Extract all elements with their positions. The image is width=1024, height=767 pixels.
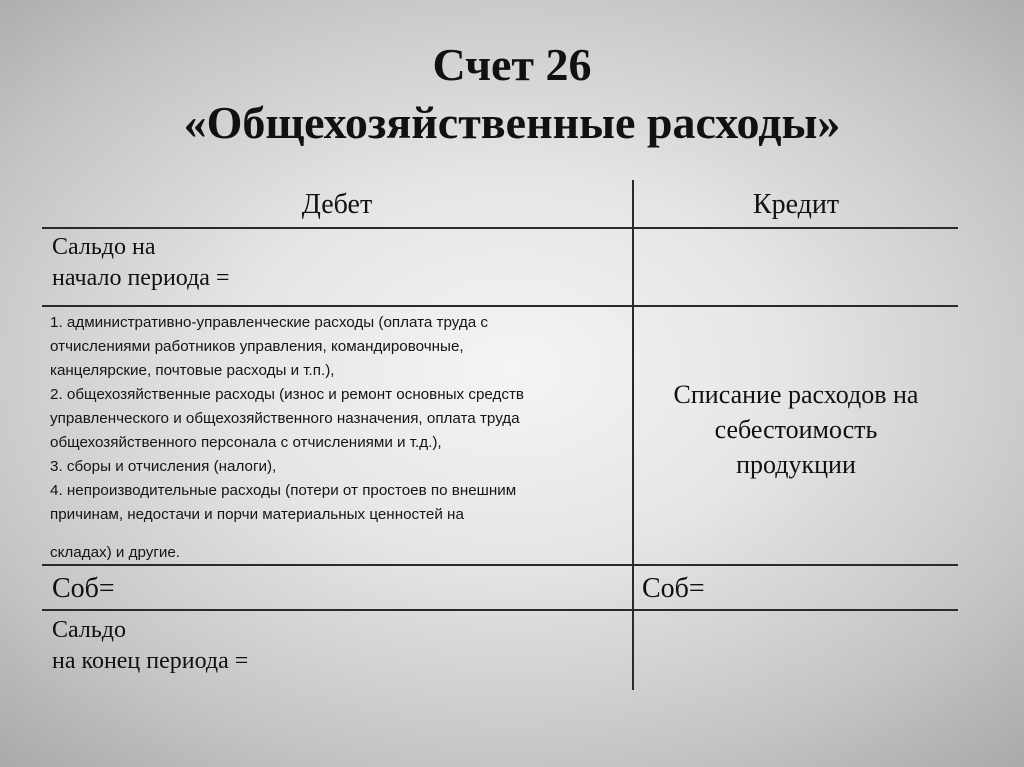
debit-item-line: 4. непроизводительные расходы (потери от простоев по внешним: [50, 482, 517, 499]
closing-balance-line-1: Сальдо: [52, 617, 127, 643]
debit-item-line: 1. административно-управленческие расходы (оплата труда с: [50, 314, 488, 331]
header-divider: [42, 227, 958, 229]
debit-item-line: канцелярские, почтовые расходы и т.п.),: [50, 362, 335, 379]
opening-balance-divider: [42, 305, 958, 307]
title-line-name: «Общехозяйственные расходы»: [183, 97, 841, 148]
debit-item-line: отчислениями работников управления, командировочные,: [50, 338, 464, 355]
debit-item-line: причинам, недостачи и порчи материальных ценностей на: [50, 506, 464, 523]
debit-item-line: складах) и другие.: [50, 544, 181, 561]
title-line-account: Счет 26: [432, 39, 592, 90]
closing-balance: [52, 615, 248, 677]
debit-header: Дебет: [301, 189, 373, 220]
closing-balance-line-2: на конец периода =: [52, 648, 249, 674]
debit-item-line: 2. общехозяйственные расходы (износ и ремонт основных средств: [50, 386, 524, 403]
credit-writeoff-line-1: Списание расходов на: [673, 380, 919, 409]
opening-balance-line-1: Сальдо на: [52, 234, 156, 260]
opening-balance: [52, 232, 230, 294]
credit-writeoff-line-2: себестоимость: [714, 415, 878, 444]
turnover-divider: [42, 609, 958, 611]
debit-turnover: Соб=: [52, 573, 115, 604]
debit-items-list: [50, 311, 628, 565]
credit-writeoff: [634, 377, 958, 482]
opening-balance-line-2: начало периода =: [52, 265, 230, 291]
debit-item-line: 3. сборы и отчисления (налоги),: [50, 458, 277, 475]
credit-turnover: Соб=: [642, 573, 705, 604]
credit-header: Кредит: [752, 189, 840, 220]
debit-item-line: управленческого и общехозяйственного назначения, оплата труда: [50, 410, 520, 427]
credit-writeoff-line-3: продукции: [736, 450, 856, 479]
debit-item-line: общехозяйственного персонала с отчислениями и т.д.),: [50, 434, 442, 451]
